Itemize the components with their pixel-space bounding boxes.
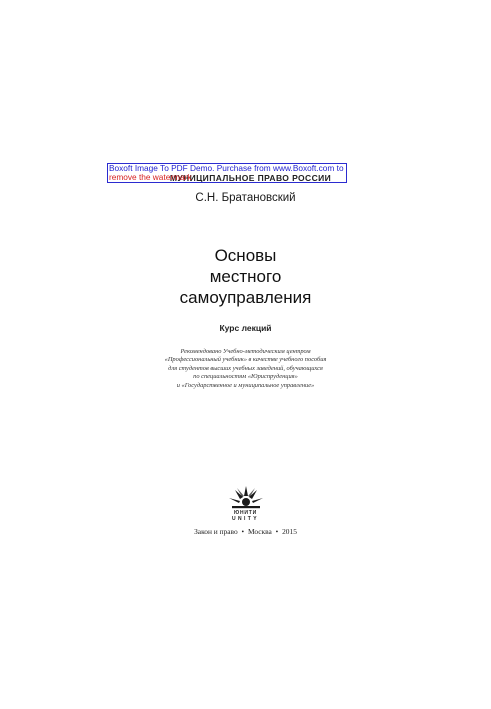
- imprint-year: 2015: [282, 527, 297, 536]
- publisher-name-ru: ЮНИТИ: [233, 510, 257, 516]
- publisher-name-en: UNITY: [232, 516, 259, 522]
- recommendation-line-3: для студентов высших учебных заведений, обучающихся: [168, 364, 323, 372]
- book-title-line-3: самоуправления: [179, 288, 312, 307]
- imprint-publisher: Закон и право: [194, 527, 238, 536]
- imprint-line: [0, 527, 491, 536]
- book-title-line-1: Основы: [214, 246, 277, 265]
- book-title-line-2: местного: [209, 267, 282, 286]
- recommendation-note: [0, 348, 491, 390]
- author-name: С.Н. Братановский: [195, 192, 296, 204]
- imprint-separator-2: •: [275, 527, 279, 536]
- recommendation-line-2: «Профессиональный учебник» в качестве учебного пособия: [164, 356, 327, 364]
- book-subtitle: Курс лекций: [219, 323, 272, 333]
- watermark-line-2: remove the watermark: [109, 172, 192, 182]
- imprint-separator-1: •: [241, 527, 245, 536]
- recommendation-line-5: и «Государственное и муниципальное управление»: [176, 381, 315, 389]
- imprint-city: Москва: [247, 527, 272, 536]
- recommendation-line-1: Рекомендовано Учебно-методическим центром: [180, 348, 311, 355]
- watermark-line-1: Boxoft Image To PDF Demo. Purchase from www.Boxoft.com to: [109, 163, 344, 173]
- watermark-banner: [107, 163, 347, 183]
- publisher-logo-icon: [226, 484, 266, 510]
- book-title: [0, 245, 491, 308]
- series-title-text: МУНИЦИПАЛЬНОЕ ПРАВО РОССИИ: [169, 173, 332, 183]
- recommendation-line-4: по специальностям «Юриспруденция»: [193, 373, 298, 381]
